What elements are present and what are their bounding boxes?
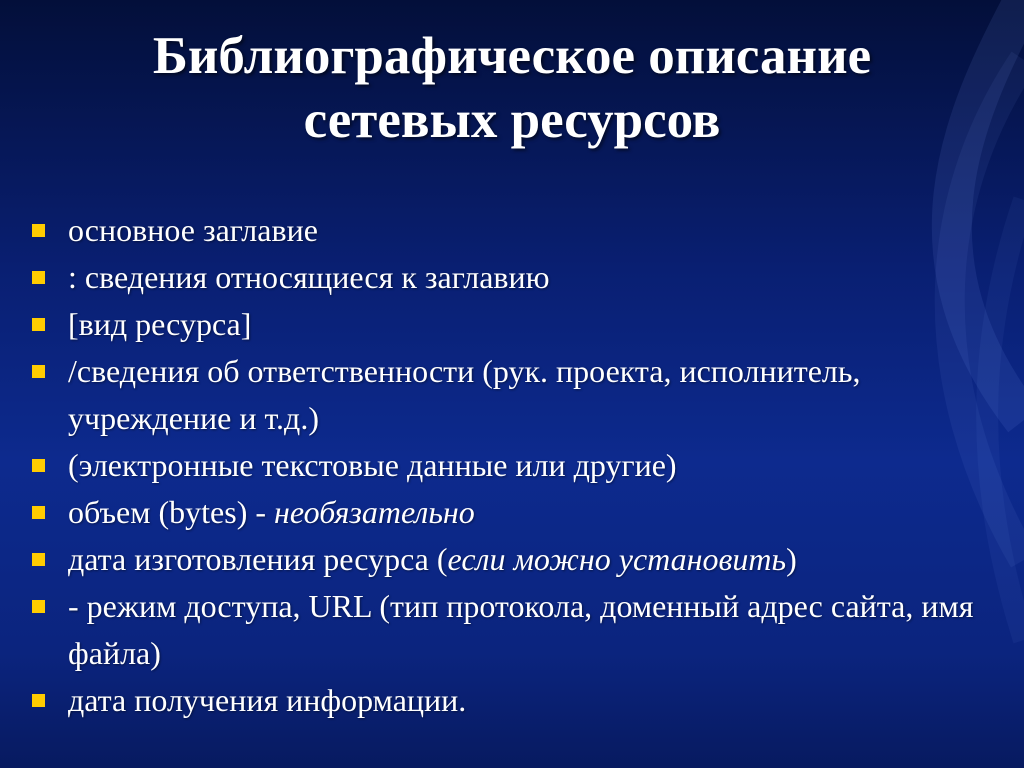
- bullet-item: [28, 442, 1008, 489]
- bullet-text: дата изготовления ресурса (: [68, 541, 448, 577]
- bullet-text: объем (bytes) -: [68, 494, 274, 530]
- square-bullet-icon: [32, 694, 45, 707]
- bullet-suffix-text: ): [786, 541, 797, 577]
- slide-title-line-1: Библиографическое описание: [152, 27, 872, 85]
- slide-content: [28, 207, 1008, 724]
- square-bullet-icon: [32, 224, 45, 237]
- bullet-text: основное заглавие: [68, 212, 318, 248]
- bullet-text: [вид ресурса]: [68, 306, 252, 342]
- square-bullet-icon: [32, 553, 45, 566]
- bullet-text: (электронные текстовые данные или другие): [68, 447, 677, 483]
- bullet-text: дата получения информации.: [68, 682, 467, 718]
- square-bullet-icon: [32, 459, 45, 472]
- bullet-text: - режим доступа, URL (тип протокола, доменный адрес сайта, имя файла): [68, 588, 974, 671]
- slide-title-line-2: сетевых ресурсов: [303, 91, 721, 149]
- slide-title: [40, 24, 984, 152]
- bullet-text: : сведения относящиеся к заглавию: [68, 259, 550, 295]
- bullet-item: [28, 207, 1008, 254]
- square-bullet-icon: [32, 365, 45, 378]
- square-bullet-icon: [32, 600, 45, 613]
- bullet-italic-text: если можно установить: [447, 541, 787, 577]
- bullet-item: [28, 254, 1008, 301]
- square-bullet-icon: [32, 318, 45, 331]
- bullet-text: /сведения об ответственности (рук. проекта, исполнитель, учреждение и т.д.): [68, 353, 861, 436]
- square-bullet-icon: [32, 271, 45, 284]
- bullet-italic-text: необязательно: [274, 494, 475, 530]
- bullet-item: [28, 489, 1008, 536]
- bullet-item: [28, 536, 1008, 583]
- bullet-item: [28, 583, 1008, 677]
- bullet-item: [28, 677, 1008, 724]
- square-bullet-icon: [32, 506, 45, 519]
- bullet-item: [28, 301, 1008, 348]
- bullet-list: [28, 207, 1008, 724]
- bullet-item: [28, 348, 1008, 442]
